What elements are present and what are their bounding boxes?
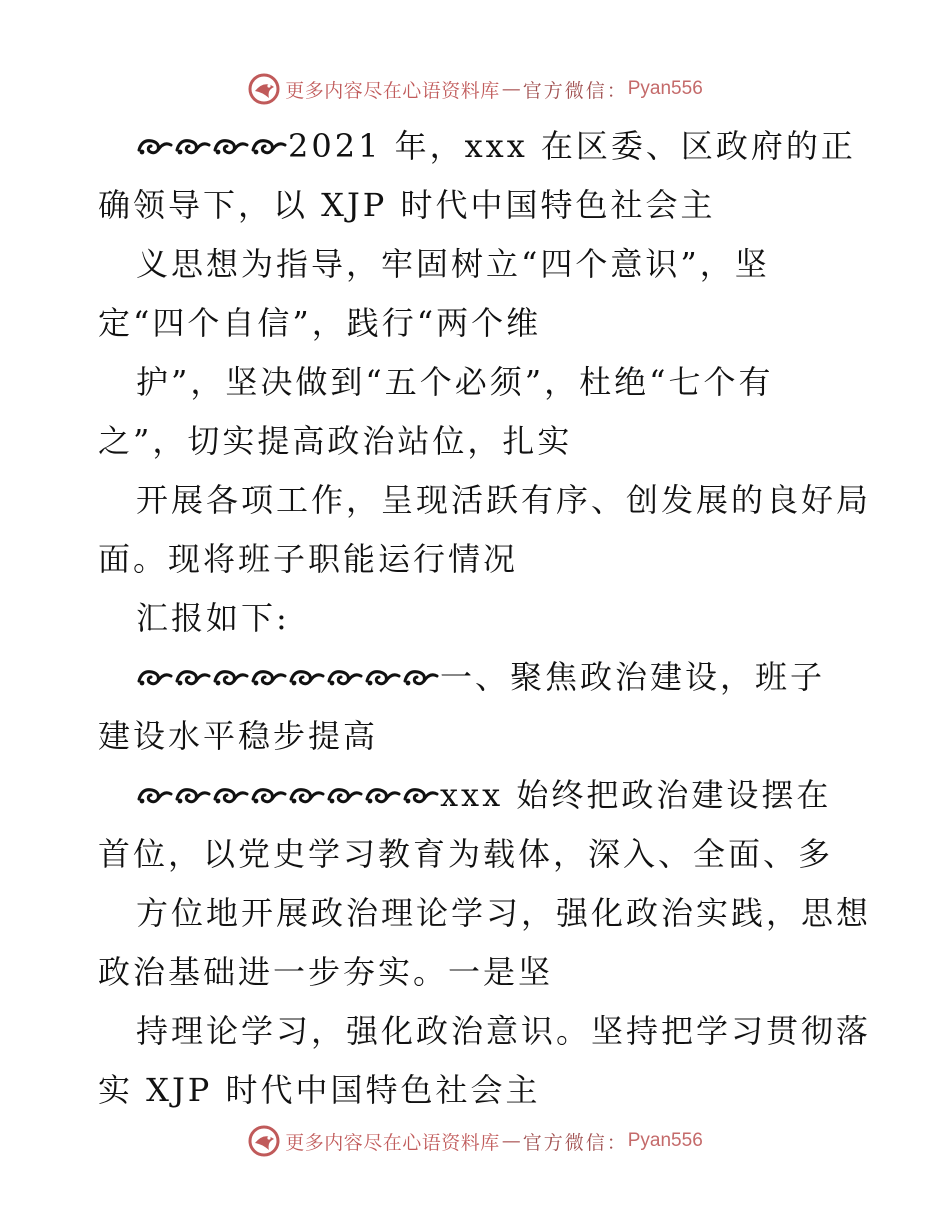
- ornament-glyph-icon: [250, 135, 288, 157]
- document-line-text: xxx 始终把政治建设摆在: [440, 776, 832, 814]
- ornament-glyph-icon: [174, 784, 212, 806]
- ornament-glyph-icon: [288, 784, 326, 806]
- document-line: [98, 943, 858, 1002]
- document-line: [98, 1061, 858, 1120]
- document-line-text: 面。现将班子职能运行情况: [98, 540, 519, 578]
- ornament-glyph-icon: [288, 666, 326, 688]
- watermark-account: Pyan556: [627, 78, 703, 99]
- document-line: [98, 589, 858, 648]
- document-line-text: 实 XJP 时代中国特色社会主: [98, 1071, 541, 1109]
- document-line-text: 建设水平稳步提高: [98, 717, 379, 755]
- document-line-text: 2021 年，xxx 在区委、区政府的正: [288, 127, 856, 165]
- document-line: [98, 530, 858, 589]
- watermark-header: [0, 72, 950, 106]
- ornament-glyph-icon: [250, 784, 288, 806]
- fish-logo-icon: [247, 1124, 281, 1158]
- document-line-text: 开展各项工作，呈现活跃有序、创发展的良好局: [136, 481, 872, 519]
- ornament-glyph-icon: [326, 666, 364, 688]
- document-line-text: 一、聚焦政治建设，班子: [440, 658, 826, 696]
- document-line-text: 政治基础进一步夯实。一是坚: [98, 953, 554, 991]
- ornament-glyph-icon: [402, 666, 440, 688]
- ornament-glyph-icon: [326, 784, 364, 806]
- document-line: [98, 471, 872, 530]
- document-line: [98, 1002, 872, 1061]
- document-line-text: 之”，切实提高政治站位，扎实: [98, 422, 573, 460]
- ornament-glyph-icon: [136, 784, 174, 806]
- document-line: [98, 176, 858, 235]
- ornament-glyph-icon: [212, 666, 250, 688]
- document-line-text: 义思想为指导，牢固树立“四个意识”，坚: [136, 245, 770, 283]
- document-line: [98, 825, 858, 884]
- ornament-glyph-icon: [364, 666, 402, 688]
- ornament-glyph-icon: [212, 784, 250, 806]
- watermark-brand: 更多内容尽在心语资料库: [285, 1131, 500, 1154]
- watermark-label: 官方微信：: [522, 79, 628, 102]
- document-line-text: 定“四个自信”，践行“两个维: [98, 304, 542, 342]
- document-line: [98, 294, 858, 353]
- ornament-glyph-icon: [212, 135, 250, 157]
- ornament-glyph-icon: [364, 784, 402, 806]
- document-line-text: 持理论学习，强化政治意识。坚持把学习贯彻落: [136, 1012, 872, 1050]
- ornament-glyph-icon: [402, 784, 440, 806]
- document-line: [98, 412, 858, 471]
- document-line-text: 汇报如下:: [136, 599, 290, 637]
- document-body: [98, 117, 872, 1120]
- document-line: [98, 707, 858, 766]
- watermark-separator: —: [501, 78, 521, 100]
- document-line: [98, 117, 858, 176]
- document-line: [98, 884, 872, 943]
- document-line: [98, 353, 858, 412]
- watermark-account: Pyan556: [627, 1130, 703, 1151]
- document-line-text: 首位，以党史学习教育为载体，深入、全面、多: [98, 835, 834, 873]
- ornament-glyph-icon: [136, 135, 174, 157]
- ornament-glyph-icon: [250, 666, 288, 688]
- document-line-text: 确领导下，以 XJP 时代中国特色社会主: [98, 186, 716, 224]
- watermark-footer: [0, 1124, 950, 1158]
- ornament-glyph-icon: [174, 666, 212, 688]
- fish-logo-icon: [247, 72, 281, 106]
- ornament-glyph-icon: [174, 135, 212, 157]
- ornament-glyph-icon: [136, 666, 174, 688]
- document-line: [98, 235, 858, 294]
- document-line: [98, 766, 858, 825]
- watermark-separator: —: [501, 1130, 521, 1152]
- document-line-text: 护”，坚决做到“五个必须”，杜绝“七个有: [136, 363, 774, 401]
- document-line-text: 方位地开展政治理论学习，强化政治实践，思想: [136, 894, 872, 932]
- watermark-label: 官方微信：: [522, 1131, 628, 1154]
- watermark-brand: 更多内容尽在心语资料库: [285, 79, 500, 102]
- document-line: [98, 648, 858, 707]
